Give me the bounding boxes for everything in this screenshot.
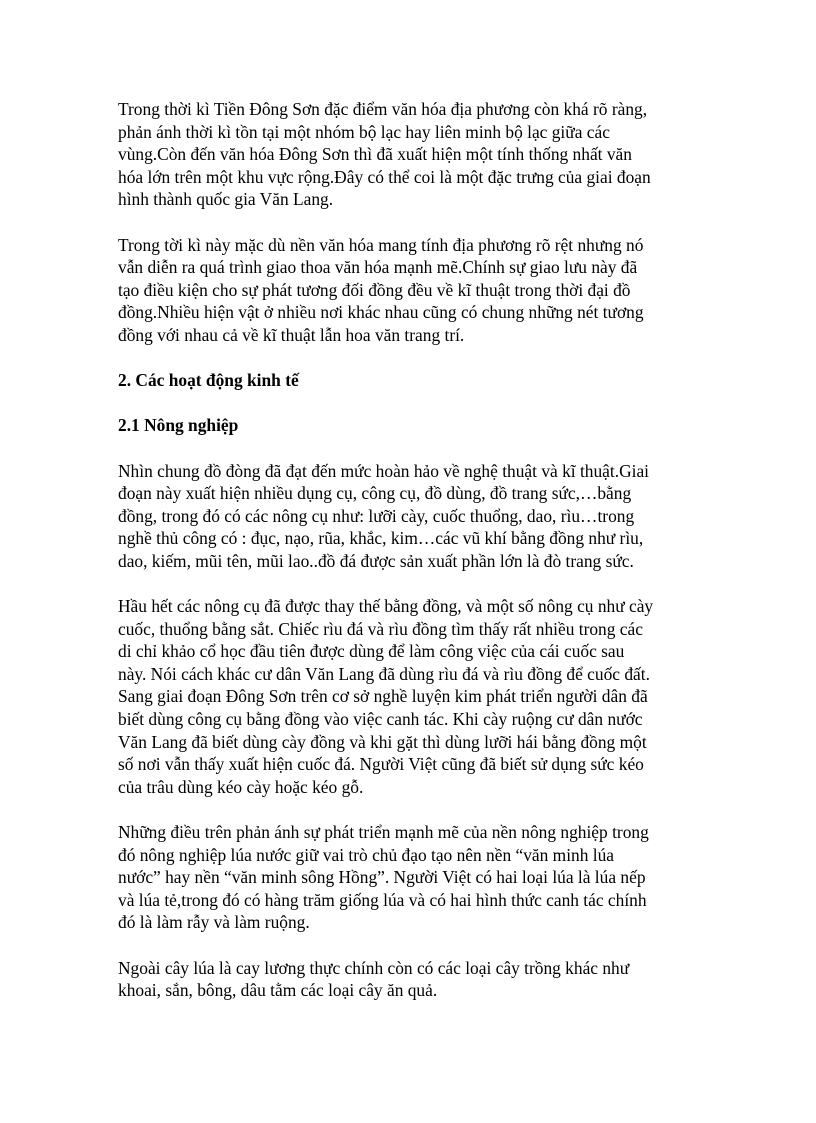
text-line: Trong tời kì này mặc dù nền văn hóa mang tính địa phương rõ rệt nhưng nó [118, 234, 644, 255]
text-line: cuốc, thuổng bằng sắt. Chiếc rìu đá và rìu đồng tìm thấy rất nhiều trong các [118, 618, 643, 639]
paragraph-giao-thoa-van-hoa [118, 234, 700, 347]
text-line: này. Nói cách khác cư dân Văn Lang đã dùng rìu đá và rìu đồng để cuốc đất. [118, 663, 650, 684]
text-line: Nhìn chung đồ đòng đã đạt đến mức hoàn hảo về nghệ thuật và kĩ thuật.Giai [118, 460, 650, 481]
text-line: di chỉ khảo cổ học đầu tiên được dùng để làm công việc của cái cuốc sau [118, 641, 625, 662]
paragraph-tien-dong-son [118, 98, 700, 211]
text-line: phản ánh thời kì tồn tại một nhóm bộ lạc hay liên minh bộ lạc giữa các [118, 121, 610, 142]
text-line: số nơi vẫn thấy xuất hiện cuốc đá. Người Việt cũng đã biết sử dụng sức kéo [118, 754, 644, 775]
text-line: vẫn diễn ra quá trình giao thoa văn hóa mạnh mẽ.Chính sự giao lưu này đã [118, 257, 638, 278]
text-line: dao, kiếm, mũi tên, mũi lao..đồ đá được sản xuất phần lớn là đò trang sức. [118, 550, 634, 571]
text-line: đoạn này xuất hiện nhiều dụng cụ, công cụ, đồ dùng, đồ trang sức,…bằng [118, 483, 632, 504]
text-line: đồng với nhau cả về kĩ thuật lẫn hoa văn trang trí. [118, 324, 465, 345]
text-line: đó nông nghiệp lúa nước giữ vai trò chủ đạo tạo nên nền “văn minh lúa [118, 844, 615, 865]
text-line: của trâu dùng kéo cày hoặc kéo gỗ. [118, 776, 364, 797]
text-line: Sang giai đoạn Đông Sơn trên cơ sở nghề luyện kim phát triển người dân đã [118, 686, 648, 707]
text-line: nghề thủ công có : đục, nạo, rũa, khắc, kim…các vũ khí bằng đồng như rìu, [118, 528, 644, 549]
text-line: hình thành quốc gia Văn Lang. [118, 189, 334, 210]
paragraph-cay-trong [118, 957, 700, 1002]
paragraph-do-dong [118, 460, 700, 573]
text-line: đồng.Nhiều hiện vật ở nhiều nơi khác nhau cũng có chung những nét tương [118, 302, 644, 323]
paragraph-nong-cu [118, 595, 700, 798]
text-line: và lúa tẻ,trong đó có hàng trăm giống lúa và có hai hình thức canh tác chính [118, 889, 647, 910]
text-line: Hầu hết các nông cụ đã được thay thế bằng đồng, và một số nông cụ như cày [118, 596, 654, 617]
text-line: Văn Lang đã biết dùng cày đồng và khi gặt thì dùng lưỡi hái bằng đồng một [118, 731, 647, 752]
text-line: biết dùng công cụ bằng đồng vào việc canh tác. Khi cày ruộng cư dân nước [118, 709, 643, 730]
text-line: đồng, trong đó có các nông cụ như: lưỡi cày, cuốc thuổng, dao, rìu…trong [118, 505, 635, 526]
text-line: khoai, sắn, bông, dâu tằm các loại cây ăn quả. [118, 980, 438, 1001]
subsection-heading: 2.1 Nông nghiệp [118, 415, 239, 436]
document-page [118, 98, 700, 1024]
text-line: hóa lớn trên một khu vực rộng.Đây có thể coi là một đặc trưng của giai đoạn [118, 166, 651, 187]
text-line: tạo điều kiện cho sự phát tương đối đồng đều về kĩ thuật trong thời đại đồ [118, 279, 631, 300]
text-line: vùng.Còn đến văn hóa Đông Sơn thì đã xuất hiện một tính thống nhất văn [118, 144, 632, 165]
text-line: Trong thời kì Tiền Đông Sơn đặc điểm văn hóa địa phương còn khá rõ ràng, [118, 99, 648, 119]
text-line: nước” hay nền “văn minh sông Hồng”. Người Việt có hai loại lúa là lúa nếp [118, 867, 646, 888]
text-line: Ngoài cây lúa là cay lương thực chính còn có các loại cây trồng khác như [118, 957, 630, 978]
text-line: đó là làm rẫy và làm ruộng. [118, 912, 310, 933]
paragraph-lua-nuoc [118, 821, 700, 934]
section-heading: 2. Các hoạt động kinh tế [118, 370, 299, 391]
text-line: Những điều trên phản ánh sự phát triển mạnh mẽ của nền nông nghiệp trong [118, 822, 649, 842]
